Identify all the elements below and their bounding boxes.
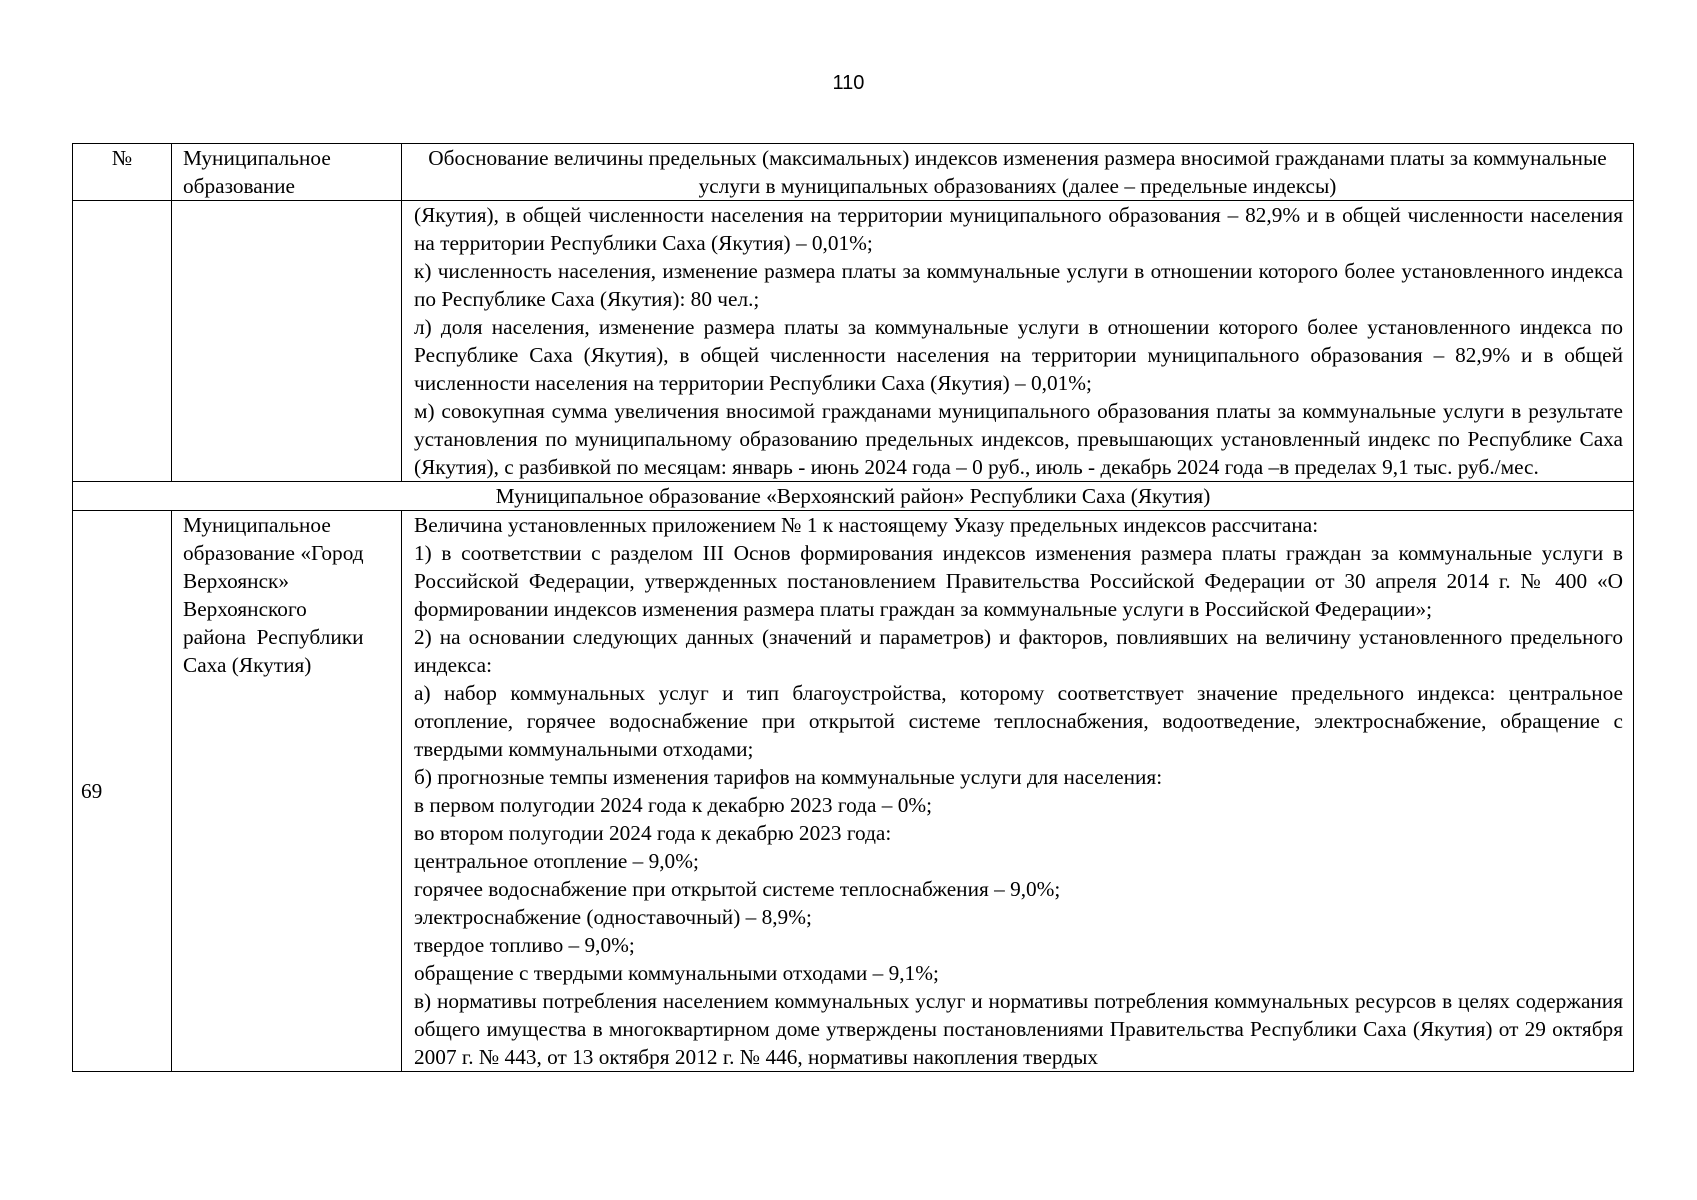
paragraph: обращение с твердыми коммунальными отходами – 9,1%; <box>414 961 939 985</box>
paragraph: 2) на основании следующих данных (значений и параметров) и факторов, повлиявших на величину установленного предельного индекса: <box>414 625 1623 677</box>
table-header-row <box>73 144 1634 201</box>
continued-row-municipality-cell <box>172 201 402 482</box>
paragraph: центральное отопление – 9,0%; <box>414 849 699 873</box>
municipality-line: Верхоянск» <box>183 569 290 593</box>
paragraph: Величина установленных приложением № 1 к настоящему Указу предельных индексов рассчитана: <box>414 513 1319 537</box>
header-justification: Обоснование величины предельных (максимальных) индексов изменения размера вносимой гражданами платы за коммунальные услуги в муниципальных образованиях (далее – предельные индексы) <box>402 144 1634 201</box>
row-69-justification-cell <box>402 511 1634 1072</box>
paragraph: в первом полугодии 2024 года к декабрю 2023 года – 0%; <box>414 793 933 817</box>
continued-row-justification-cell <box>402 201 1634 482</box>
paragraph: к) численность населения, изменение размера платы за коммунальные услуги в отношении которого более установленного индекса по Республике Саха (Якутия): 80 чел.; <box>414 259 1623 311</box>
paragraph: л) доля населения, изменение размера платы за коммунальные услуги в отношении которого более установленного индекса по Республике Саха (Якутия), в общей численности населения на территории муниципального образования – 82,9% и в общей численности населения на территории Республики Саха (Якутия) – 0,01%; <box>414 315 1623 395</box>
paragraph: электроснабжение (одноставочный) – 8,9%; <box>414 905 812 929</box>
section-heading: Муниципальное образование «Верхоянский район» Республики Саха (Якутия) <box>73 482 1634 511</box>
paragraph: (Якутия), в общей численности населения на территории муниципального образования – 82,9% и в общей численности населения на территории Республики Саха (Якутия) – 0,01%; <box>414 203 1623 255</box>
header-number: № <box>73 144 172 201</box>
paragraph: во втором полугодии 2024 года к декабрю 2023 года: <box>414 821 892 845</box>
paragraph: в) нормативы потребления населением коммунальных услуг и нормативы потребления коммунальных ресурсов в целях содержания общего имущества в многоквартирном доме утверждены постановлениями Правительства Республики Саха (Якутия) от 29 октября 2007 г. № 443, от 13 октября 2012 г. № 446, нормативы накопления твердых <box>414 989 1623 1069</box>
row-number: 69 <box>73 511 172 1072</box>
municipality-line: Муниципальное <box>183 513 331 537</box>
municipality-line: Верхоянского <box>183 597 307 621</box>
paragraph: а) набор коммунальных услуг и тип благоустройства, которому соответствует значение предельного индекса: центральное отопление, горячее водоснабжение при открытой системе теплоснабжения, водоотведение, электроснабжение, обращение с твердыми коммунальными отходами; <box>414 681 1623 761</box>
section-heading-row <box>73 482 1634 511</box>
paragraph: твердое топливо – 9,0%; <box>414 933 635 957</box>
header-municipality: Муниципальное образование <box>172 144 402 201</box>
continued-row-number-cell <box>73 201 172 482</box>
paragraph: горячее водоснабжение при открытой системе теплоснабжения – 9,0%; <box>414 877 1061 901</box>
continued-row <box>73 201 1634 482</box>
paragraph: 1) в соответствии с разделом III Основ формирования индексов изменения размера платы граждан за коммунальные услуги в Российской Федерации, утвержденных постановлением Правительства Российской Федерации от 30 апреля 2014 г. № 400 «О формировании индексов изменения размера платы граждан за коммунальные услуги в Российской Федерации»; <box>414 541 1623 621</box>
paragraph: м) совокупная сумма увеличения вносимой гражданами муниципального образования платы за коммунальные услуги в результате установления по муниципальному образованию предельных индексов, превышающих установленный индекс по Республике Саха (Якутия), с разбивкой по месяцам: январь - июнь 2024 года – 0 руб., июль - декабрь 2024 года –в пределах 9,1 тыс. руб./мес. <box>414 399 1623 479</box>
table-row <box>73 511 1634 1072</box>
municipality-name <box>172 511 402 1072</box>
justification-table <box>72 143 1634 1072</box>
municipality-line: образование «Город <box>183 541 364 565</box>
municipality-line: Саха (Якутия) <box>183 653 312 677</box>
paragraph: б) прогнозные темпы изменения тарифов на коммунальные услуги для населения: <box>414 765 1163 789</box>
page-number: 110 <box>832 72 865 94</box>
municipality-line: района Республики <box>183 625 364 649</box>
